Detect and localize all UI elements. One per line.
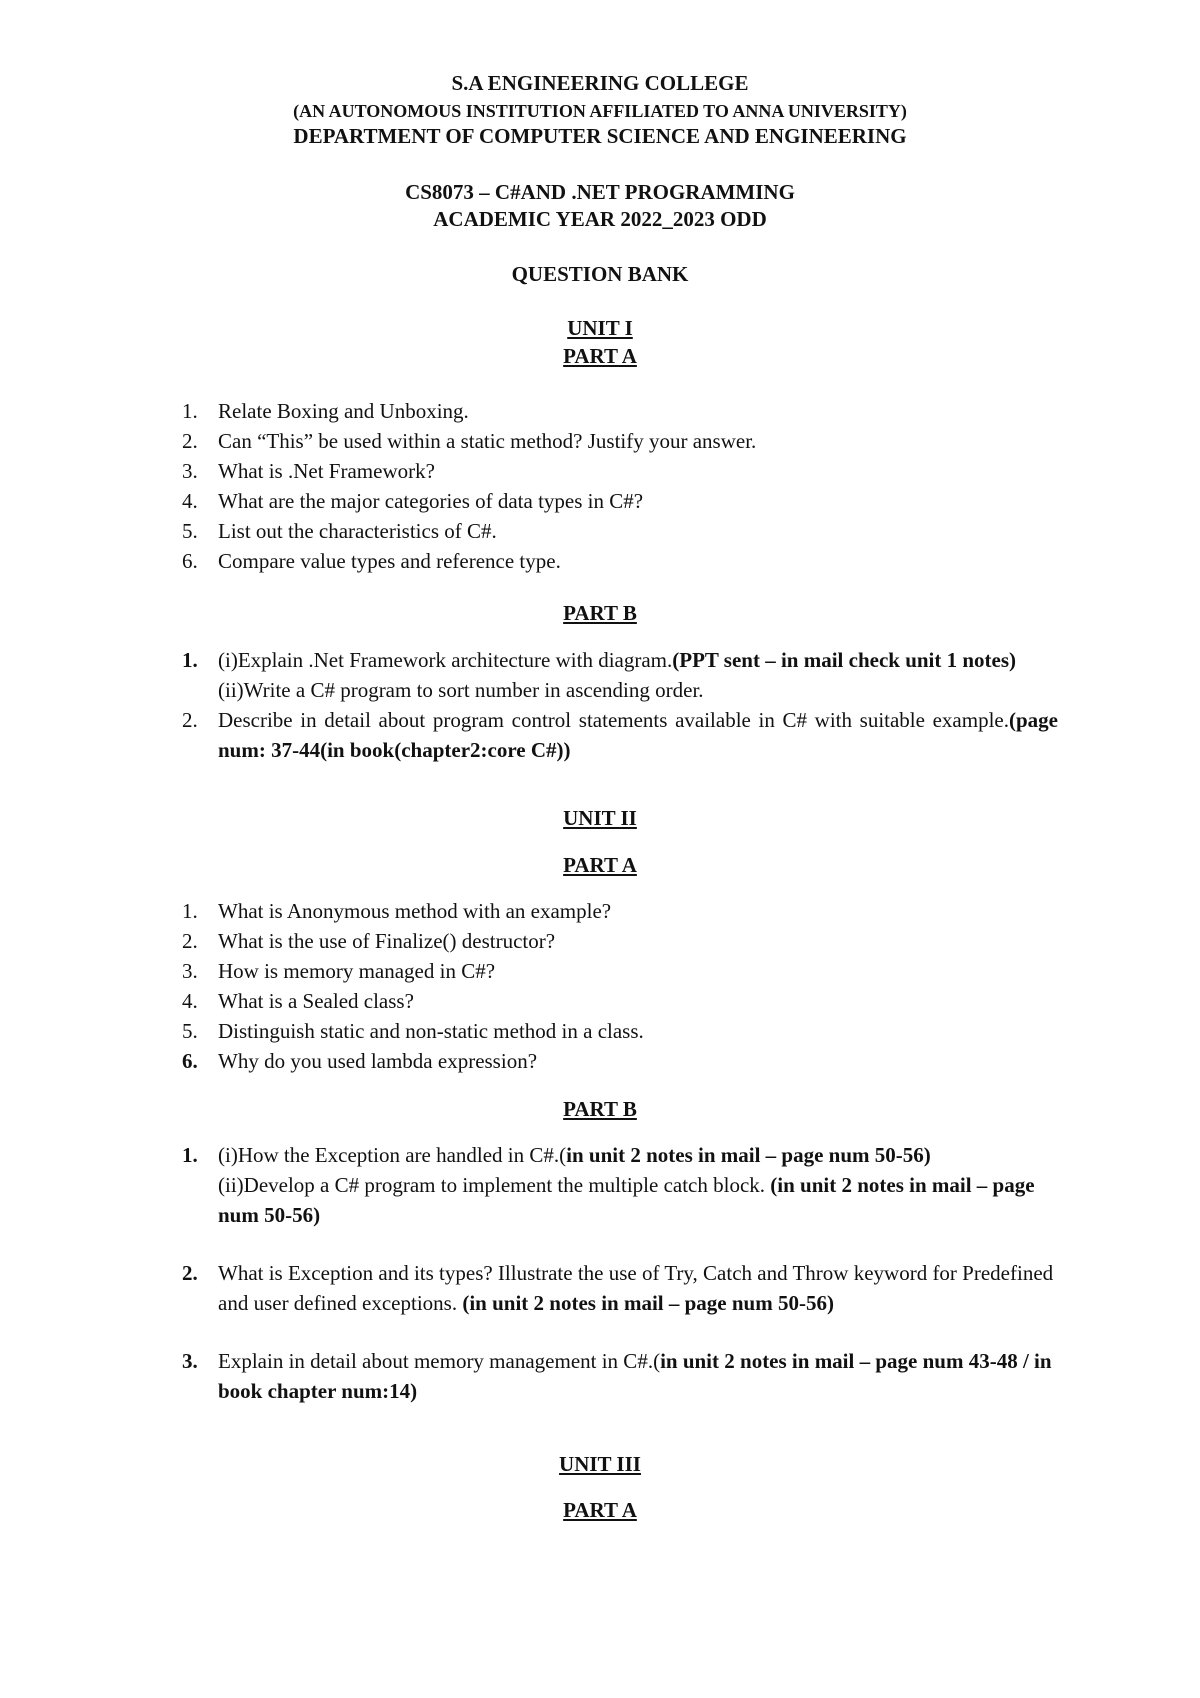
item-number: 1. [182,1143,198,1167]
academic-year: ACADEMIC YEAR 2022_2023 ODD [433,207,767,231]
question-text: Can “This” be used within a static method? Justify your answer. [218,429,757,453]
question-text: Explain in detail about memory management in C#.( [218,1349,661,1373]
college-name: S.A ENGINEERING COLLEGE [451,71,749,95]
question-text: Distinguish static and non-static method in a class. [218,1019,644,1043]
list-item [0,1046,1058,1076]
question-text: Why do you used lambda expression? [218,1049,538,1073]
question-text: Compare value types and reference type. [218,549,561,573]
sub-question-text: (ii)Write a C# program to sort number in ascending order. [218,678,704,702]
unit2-partA-heading: PART A [563,853,637,877]
list-item [0,456,1058,486]
item-number: 3. [182,959,198,983]
reference-note: (PPT sent – in mail check unit 1 notes) [672,648,1017,672]
department-name: DEPARTMENT OF COMPUTER SCIENCE AND ENGINEERING [293,124,907,148]
item-number: 1. [182,648,198,672]
unit1-partA-list [0,396,1058,576]
unit3-partA-heading: PART A [563,1498,637,1522]
unit1-partA-heading: PART A [563,344,637,368]
unit2-partB-heading: PART B [563,1097,637,1121]
sub-question-text: (ii)Develop a C# program to implement the multiple catch block. [218,1173,771,1197]
document-title: QUESTION BANK [511,262,689,286]
question-text: What are the major categories of data types in C#? [218,489,644,513]
list-item [0,516,1058,546]
question-text: How is memory managed in C#? [218,959,496,983]
reference-note: (in unit 2 notes in mail – page num 50-56) [218,1173,1035,1227]
question-text: (i)How the Exception are handled in C#.( [218,1143,567,1167]
unit1-partB-list [0,645,1058,765]
question-text: What is a Sealed class? [218,989,414,1013]
list-item [0,1016,1058,1046]
item-number: 1. [182,899,198,923]
item-number: 5. [182,1019,198,1043]
list-item [0,1140,1058,1230]
unit1-partB-heading: PART B [563,601,637,625]
unit2-partB-list [0,1140,1058,1406]
question-text: What is Anonymous method with an example? [218,899,612,923]
list-item [0,645,1058,705]
item-number: 4. [182,489,198,513]
question-text: What is Exception and its types? Illustrate the use of Try, Catch and Throw keyword for Predefined and user defined exceptions. [218,1261,1054,1315]
question-text: What is .Net Framework? [218,459,435,483]
list-item [0,1258,1058,1318]
question-text: Relate Boxing and Unboxing. [218,399,469,423]
unit3-heading: UNIT III [559,1452,641,1476]
question-text: (i)Explain .Net Framework architecture with diagram. [218,648,673,672]
list-item [0,396,1058,426]
question-text: List out the characteristics of C#. [218,519,497,543]
reference-note: in unit 2 notes in mail – page num 50-56) [566,1143,931,1167]
reference-note: in unit 2 notes in mail – page num 43-48 / in book chapter num:14) [218,1349,1052,1403]
list-item [0,486,1058,516]
reference-note: (page num: 37-44(in book(chapter2:core C#)) [218,708,1058,762]
item-number: 2. [182,429,198,453]
reference-note: (in unit 2 notes in mail – page num 50-56) [462,1291,834,1315]
list-item [0,986,1058,1016]
list-item [0,705,1058,765]
item-number: 6. [182,549,198,573]
item-number: 2. [182,708,198,732]
item-number: 5. [182,519,198,543]
item-number: 3. [182,1349,198,1373]
list-item [0,956,1058,986]
item-number: 3. [182,459,198,483]
item-number: 2. [182,1261,198,1285]
list-item [0,896,1058,926]
list-item [0,426,1058,456]
question-text: What is the use of Finalize() destructor? [218,929,556,953]
list-item [0,546,1058,576]
question-text: Describe in detail about program control statements available in C# with suitable example. [218,708,1009,732]
list-item [0,926,1058,956]
list-item [0,1346,1058,1406]
item-number: 6. [182,1049,198,1073]
item-number: 4. [182,989,198,1013]
unit2-partA-list [0,896,1058,1076]
course-title: CS8073 – C#AND .NET PROGRAMMING [405,180,795,204]
affiliation-line: (AN AUTONOMOUS INSTITUTION AFFILIATED TO ANNA UNIVERSITY) [293,101,907,121]
item-number: 1. [182,399,198,423]
item-number: 2. [182,929,198,953]
unit2-heading: UNIT II [563,806,637,830]
unit1-heading: UNIT I [567,316,633,340]
